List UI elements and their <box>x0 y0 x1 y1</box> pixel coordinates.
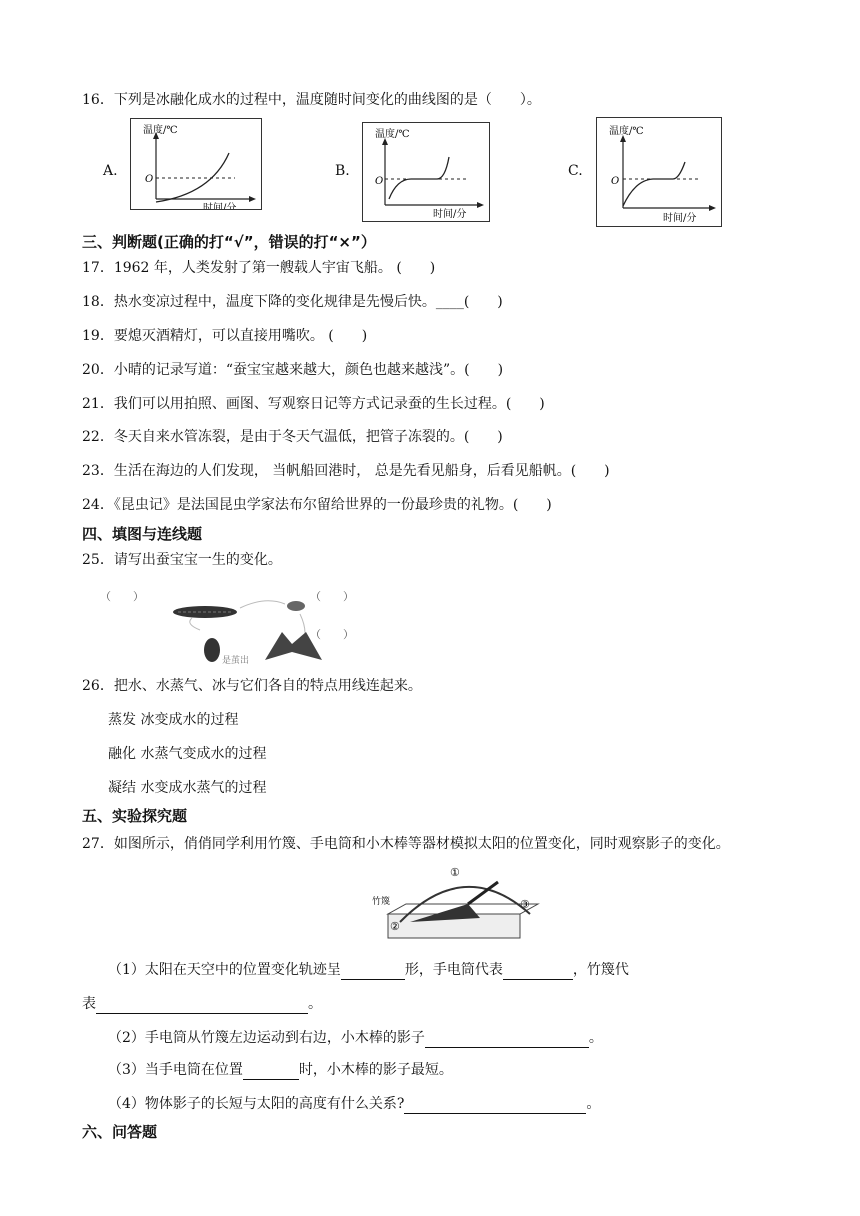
graph-b-zero: O <box>375 176 384 187</box>
graph-b <box>362 122 490 222</box>
question-17: 17．1962 年，人类发射了第一艘载人宇宙飞船。 ( ) <box>82 260 436 276</box>
option-c-label: C. <box>568 163 583 179</box>
match-left-2[interactable]: 融化 <box>108 746 136 762</box>
sub1-text-c: ，竹篾代 <box>572 962 629 978</box>
position-1-label: ① <box>450 866 460 879</box>
position-2-label: ② <box>390 920 400 933</box>
graph-b-ylabel: 温度/℃ <box>375 129 410 140</box>
silkworm-cycle-svg <box>100 580 370 670</box>
section-5-title: 五、实验探究题 <box>82 807 188 825</box>
question-19: 19．要熄灭酒精灯，可以直接用嘴吹。 ( ) <box>82 328 368 344</box>
sub-question-4 <box>108 1094 600 1114</box>
bamboo-label: 竹篾 <box>372 897 391 907</box>
larva-image <box>173 606 237 618</box>
graph-c-svg <box>597 118 721 226</box>
question-16: 16．下列是冰融化成水的过程中，温度随时间变化的曲线图的是（ ）。 <box>82 92 541 108</box>
sub1-text-b: 形，手电筒代表 <box>404 962 503 978</box>
graph-b-svg <box>363 123 489 221</box>
question-24: 24．《昆虫记》是法国昆虫学家法布尔留给世界的一份最珍贵的礼物。( ) <box>82 497 552 513</box>
silkworm-life-cycle-figure <box>100 580 370 670</box>
match-row-3 <box>108 778 266 798</box>
position-3-label: ③ <box>520 898 530 911</box>
sub1-text-a: （1）太阳在天空中的位置变化轨迹呈 <box>108 962 341 978</box>
sub3-text-b: 时，小木棒的影子最短。 <box>298 1062 453 1078</box>
graph-a <box>130 118 262 210</box>
sub-question-3 <box>108 1060 453 1080</box>
match-left-3[interactable]: 凝结 <box>108 780 136 796</box>
match-right-3[interactable]: 水变成水蒸气的过程 <box>140 780 267 796</box>
question-22: 22．冬天自来水管冻裂，是由于冬天气温低，把管子冻裂的。( ) <box>82 429 503 445</box>
sub4-blank[interactable] <box>404 1097 586 1114</box>
section-4-title: 四、填图与连线题 <box>82 525 203 543</box>
sub1-blank-1[interactable] <box>341 963 405 980</box>
sub2-text: （2）手电筒从竹篾左边运动到右边，小木棒的影子 <box>108 1030 425 1046</box>
egg-image <box>204 638 220 662</box>
graph-c-xlabel: 时间/分 <box>663 213 697 224</box>
blank-2: （ ） <box>310 590 354 603</box>
question-18: 18．热水变凉过程中，温度下降的变化规律是先慢后快。____( ) <box>82 294 503 310</box>
graph-a-zero: O <box>145 174 154 185</box>
sub4-text: （4）物体影子的长短与太阳的高度有什么关系? <box>108 1096 405 1112</box>
sub-question-1 <box>108 960 629 980</box>
option-a-label: A. <box>103 163 118 179</box>
sub3-text-a: （3）当手电筒在位置 <box>108 1062 243 1078</box>
graph-b-xlabel: 时间/分 <box>433 209 467 220</box>
cocoon-image <box>287 601 305 611</box>
sub4-end: 。 <box>586 1096 601 1112</box>
question-20: 20．小晴的记录写道：“蚕宝宝越来越大，颜色也越来越浅”。( ) <box>82 362 504 378</box>
section-3-title: 三、判断题(正确的打“√”，错误的打“×”） <box>82 233 376 251</box>
graph-a-xlabel: 时间/分 <box>203 203 237 209</box>
sub2-blank[interactable] <box>425 1031 589 1048</box>
section-6-title: 六、问答题 <box>82 1123 158 1141</box>
question-27: 27．如图所示，俏俏同学利用竹篾、手电筒和小木棒等器材模拟太阳的位置变化，同时观察影子的变化。 <box>82 836 730 852</box>
graph-a-svg <box>131 119 261 209</box>
experiment-svg <box>370 864 540 944</box>
graph-c <box>596 117 722 227</box>
match-row-2 <box>108 744 266 764</box>
question-26: 26．把水、水蒸气、冰与它们各自的特点用线连起来。 <box>82 678 422 694</box>
match-right-2[interactable]: 水蒸气变成水的过程 <box>140 746 267 762</box>
sub1-blank-2[interactable] <box>503 963 573 980</box>
sub1-end: 。 <box>308 996 322 1012</box>
question-21: 21．我们可以用拍照、画图、写观察日记等方式记录蚕的生长过程。( ) <box>82 396 545 412</box>
sub-question-1-cont <box>82 994 322 1014</box>
sub-question-2 <box>108 1028 603 1048</box>
sub1-blank-3[interactable] <box>96 997 308 1014</box>
graph-c-ylabel: 温度/℃ <box>609 126 644 137</box>
blank-1: （ ） <box>100 590 144 603</box>
sub2-end: 。 <box>588 1030 603 1046</box>
graph-c-zero: O <box>611 176 620 187</box>
match-left-1[interactable]: 蒸发 <box>108 712 136 728</box>
match-right-1[interactable]: 冰变成水的过程 <box>140 712 239 728</box>
option-b-label: B. <box>335 163 350 179</box>
graph-a-ylabel: 温度/℃ <box>143 125 178 136</box>
sub1-text-d: 表 <box>82 996 96 1012</box>
blank-3: （ ） <box>310 628 354 641</box>
question-25: 25．请写出蚕宝宝一生的变化。 <box>82 552 282 568</box>
match-row-1 <box>108 710 238 730</box>
egg-caption: 是茧出 <box>222 656 250 666</box>
shadow-experiment-figure <box>370 864 540 944</box>
question-23: 23．生活在海边的人们发现， 当帆船回港时， 总是先看见船身，后看见船帆。( ) <box>82 463 610 479</box>
sub3-blank[interactable] <box>243 1063 299 1080</box>
